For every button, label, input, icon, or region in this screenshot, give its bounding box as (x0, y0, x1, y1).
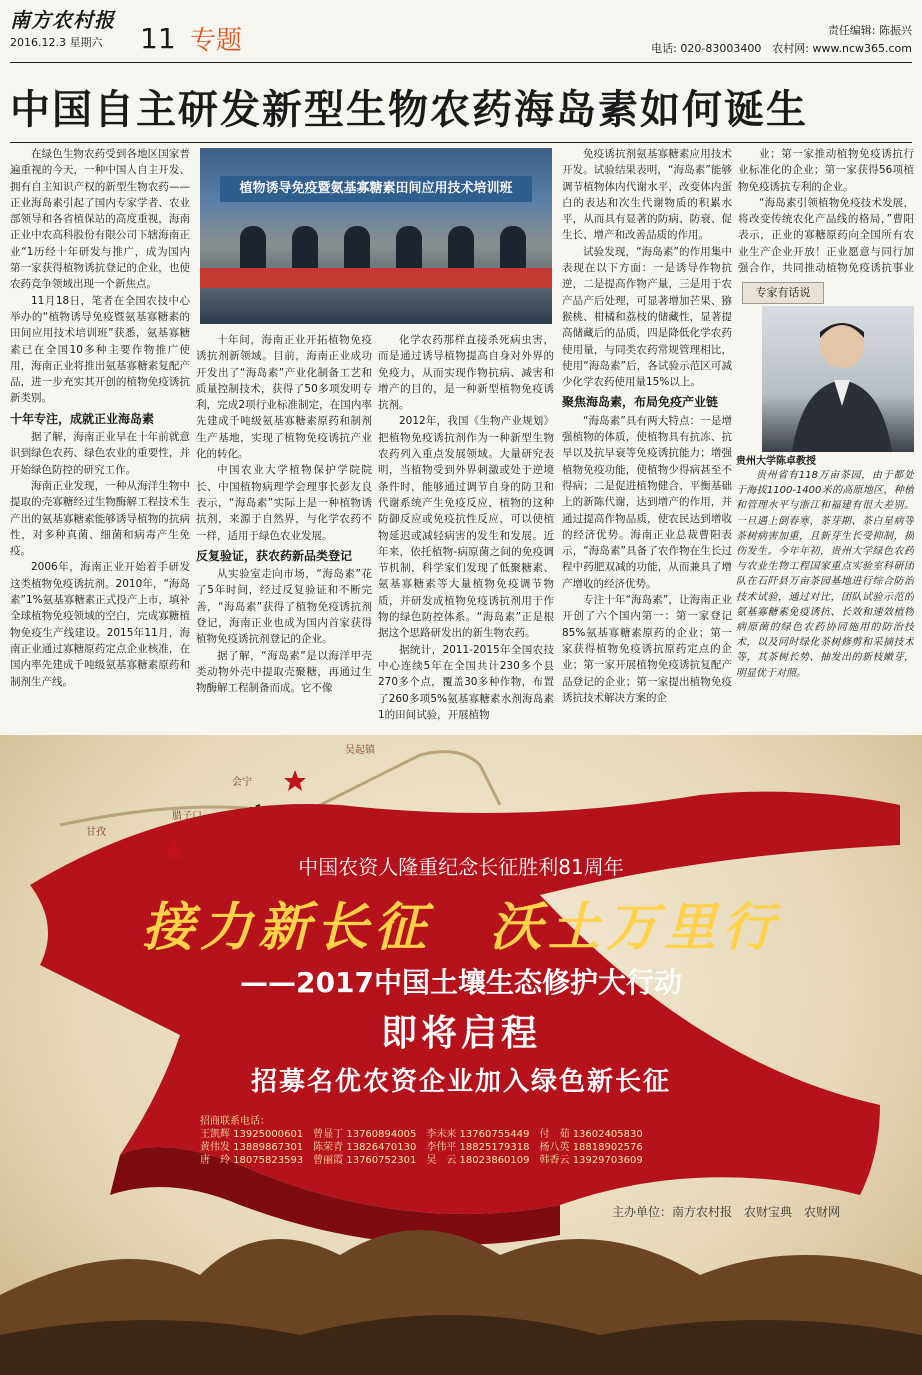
contact-entry: 曾显丁 13760894005 (313, 1129, 417, 1140)
paragraph: 据了解，海南正业早在十年前就意识到绿色农药、绿色农业的重要性，并开始绿色防控的研究工作。 (10, 431, 190, 476)
paragraph: 11月18日，笔者在全国农技中心举办的“植物诱导免疫暨氨基寡糖素的田间应用技术培训班”获悉，氨基寡糖素已在全国10多种主要作物推广使用，海南正业将推出氨基寡糖素复配产品，进一步充实其开创的植物免疫诱抗新类别。 (10, 294, 190, 405)
person-figure (240, 226, 266, 272)
contact-info: 电话: 020-83003400 农村网: www.ncw365.com (651, 42, 912, 55)
paragraph: 海南正业发现，一种从海洋生物中提取的壳寡糖经过生物酶解工程技术生产出的氨基寡糖素能够诱导植物的抗病性，对多种真菌、细菌和病毒产生免疫。 (10, 479, 190, 558)
map-label: 腊子口 (172, 811, 202, 822)
contact-row (200, 1154, 720, 1167)
contact-entry: 杨八英 18818902576 (539, 1142, 643, 1153)
contact-entry: 李未来 13760755449 (426, 1129, 530, 1140)
issue-date: 2016.12.3 星期六 (10, 36, 103, 49)
expert-portrait (762, 306, 914, 452)
expert-figure-icon (762, 306, 914, 452)
paper-name: 南方农村报 (10, 8, 115, 32)
article-column-3 (378, 332, 554, 730)
masthead (0, 0, 922, 60)
paragraph: 从实验室走向市场，“海岛素”花了5年时间，经过反复验证和不断完善，“海岛素”获得了植物免疫诱抗剂登记，海南正业也成为国内首家获得植物免疫诱抗剂登记的企业。 (196, 568, 372, 646)
contact-entry: 李伟平 18825179318 (426, 1142, 530, 1153)
person-figure (344, 226, 370, 272)
page-headline: 中国自主研发新型生物农药海岛素如何诞生 (10, 87, 808, 133)
editor-credit: 责任编辑: 陈振兴 (827, 24, 912, 37)
person-figure (500, 226, 526, 272)
photo-banner: 植物诱导免疫暨氨基寡糖素田间应用技术培训班 (220, 176, 532, 202)
expert-caption: 贵州大学陈卓教授 (736, 456, 816, 467)
contact-entry: 陈荣青 13826470130 (313, 1142, 417, 1153)
contact-entry: 吴 云 18023860109 (426, 1155, 530, 1166)
paragraph: 贵州省有118万亩茶园，由于都处于海拔1100-1400米的高原地区，种植和管理水平与浙江和福建有很大差别。一旦遇上倒春寒，茶芽期、茶白星病等茶树病害加重，且新芽生长受抑制，损伤发生。今年年初，贵州大学绿色农药与农业生物工程国家重点实验室科研团队在石阡县万亩茶园基地进行综合防治技术试验，通过对比，团队试验示范的氨基寡糖素免疫诱抗、长效和速效植物病原菌的绿色农药协同施用的防治技术，以及同时绿化茶树修剪和采摘技术等，其茶树长势、抽发出的新枝嫩芽，明显优于对照。 (736, 470, 914, 679)
subheading: 十年专注，成就正业海岛素 (10, 411, 155, 426)
article-column-2 (196, 332, 372, 730)
contact-entry: 曾丽霞 13760752301 (313, 1155, 417, 1166)
contact-entry: 付 茹 13602405830 (539, 1129, 643, 1140)
masthead-rule (10, 62, 912, 63)
contact-entry: 王凯辉 13925000601 (200, 1129, 304, 1140)
paragraph: 2012年，我国《生物产业规划》把植物免疫诱抗剂作为一种新型生物农药列入重点发展领域。大量研究表明，当植物受到外界刺激或处于逆境条件时，能够通过调节自身的防卫和代谢系统产生免疫反应，植物的这种防御反应或免疫抗性反应，可以使植物延迟或减轻病害的发生和发展。近年来，依托植物-病原菌之间的免疫调节机制，科学家们发现了低聚糖素、氨基寡糖素等大量植物免疫调节物质，并研发成植物免疫诱抗剂用于作物的绿色防控体系。“海岛素”正是根据这个思路研发出的新生物农药。 (378, 415, 554, 640)
map-label: 吴起镇 (345, 745, 375, 756)
paragraph: 中国农业大学植物保护学院院长、中国植物病理学会理事长彭友良表示，“海岛素”实际上是一种植物诱抗剂，来源于自然界，与化学农药不一样，适用于绿色农业发展。 (196, 464, 372, 542)
headline-rule (10, 142, 912, 143)
ad-host-units: 主办单位：南方农村报 农财宝典 农财网 (612, 1205, 841, 1219)
paragraph: 免疫诱抗剂氨基寡糖素应用技术开发。试验结果表明，“海岛素”能够调节植物体内代谢水平，改变体内蛋白的表达和次生代谢物质的积累水平，从而具有显著的防病、防衰、促生长、增产和改善品质的作用。 (562, 148, 732, 242)
training-photo (200, 148, 552, 324)
ad-recruit-text: 招募名优农资企业加入绿色新长征 (250, 1067, 671, 1097)
contact-row (200, 1141, 720, 1154)
article-column-1 (10, 146, 190, 730)
expert-quote (736, 468, 914, 730)
section-name: 专题 (190, 26, 243, 56)
contact-entry: 韩香云 13929703609 (539, 1155, 643, 1166)
paragraph: “海岛素引领植物免疫技术发展，将改变传统农化产品线的格局，”曹阳表示，正业的寡糖原药向全国所有农业生产企业开放！正业愿意与同行加强合作，共同推动植物免疫诱抗事业 (738, 196, 914, 275)
expert-section-tag: 专家有话说 (742, 282, 824, 304)
contact-entry: 黄伟发 13889867301 (200, 1142, 304, 1153)
red-table (200, 268, 552, 288)
ad-contacts (200, 1115, 720, 1167)
paragraph: 化学农药那样直接杀死病虫害，而是通过诱导植物提高自身对外界的免疫力，从而实现作物抗病、减害和增产的目的，是一种新型植物免疫诱抗剂。 (378, 334, 554, 412)
ad-campaign-title: ——2017中国土壤生态修护大行动 (240, 966, 682, 999)
ad-slogan: 接力新长征 沃土万里行 (141, 897, 780, 958)
contact-entry: 唐 玲 18075823593 (200, 1155, 304, 1166)
paragraph: 试验发现，“海岛素”的作用集中表现在以下方面：一是诱导作物抗逆，二是提高作物产量，三是用于农产品产后处理，可显著增加芒果、猕猴桃、柑橘和荔枝的储藏性，显著提高储藏后的品质，四是降低化学农药使用量，与同类农药常规管理相比，使用“海岛素”后，各试验示范区可减少化学农药使用量15%以上。 (562, 245, 732, 389)
article-column-4 (562, 146, 732, 730)
subheading: 聚焦海岛素，布局免疫产业链 (562, 395, 719, 410)
contacts-title: 招商联系电话： (200, 1116, 270, 1127)
person-figure (448, 226, 474, 272)
page-number: 11 (140, 22, 176, 55)
ad-launch-text: 即将启程 (380, 1013, 541, 1054)
ad-commemoration-line: 中国农资人隆重纪念长征胜利81周年 (298, 855, 624, 879)
subheading: 反复验证，获农药新品类登记 (196, 548, 353, 563)
paragraph: 2006年，海南正业开始着手研发这类植物免疫诱抗剂。2010年，“海岛素”1%氨基寡糖素正式投产上市，填补全球植物免疫领域的空白，完成寡糖植物免疫生产线建设。2015年11月，海南正业通过寡糖原药定点企业核准，在国内率先建成千吨级氨基寡糖素原药和制剂生产线。 (10, 561, 190, 688)
paragraph: 据了解，“海岛素”是以海洋甲壳类动物外壳中提取壳聚糖，再通过生物酶解工程制备而成。它不像 (196, 649, 372, 695)
paragraph: 据统计，2011-2015年全国农技中心连续5年在全国共计230多个县270多个点，覆盖30多种作物，布置了260多项5%氨基寡糖素水剂海岛素1的田间试验，开展植物 (378, 643, 554, 721)
paragraph: 业；第一家推动植物免疫诱抗行业标准化的企业；第一家获得56项植物免疫诱抗专利的企业。 (738, 148, 914, 193)
person-figure (292, 226, 318, 272)
map-label: 甘孜 (86, 827, 106, 838)
map-label: 会宁 (232, 777, 252, 788)
paragraph: “海岛素”具有两大特点：一是增强植物的体质，使植物具有抗冻、抗旱以及抗早衰等免疫诱抗能力；增强植物免疫功能，使植物少得病甚至不得病；二是促进植物健合、平衡基础上的新陈代谢，达到增产的作用，并通过提高作物品质，使农民达到增收的经济优势。海南正业总裁曹阳表示，“海岛素”具备了农作物在生长过程中药肥双减的功能，从而兼具了增产增收的经济优势。 (562, 414, 732, 590)
advertisement (0, 735, 922, 1375)
person-figure (396, 226, 422, 272)
article-column-5 (738, 146, 914, 278)
paragraph: 十年间，海南正业开拓植物免疫诱抗剂新领域。目前，海南正业成功开发出了“海岛素”产业化制备工艺和质量控制技术，获得了50多项发明专利，完成2项行业标准制定，在国内率先建成千吨级氨基寡糖素原药和制剂生产基地，实现了植物免疫诱抗产业化的转化。 (196, 334, 372, 461)
paragraph: 专注十年“海岛素”，让海南正业开创了六个国内第一：第一家登记85%氨基寡糖素原药的企业；第一家获得植物免疫诱抗原药定点的企业；第一家开展植物免疫诱抗复配产品登记的企业；第一家提出植物免疫诱抗技术解决方案的企 (562, 594, 732, 704)
paragraph: 在绿色生物农药受到各地区国家普遍重视的今天，一种中国人自主开发、拥有自主知识产权的新型生物农药——正业海岛素引起了国内专家学者、农业部领导和各省植保站的高度重视，海南正业中农高科股份有限公司下辖海南正业“1历经十年研发与推广，成为国内第一家获得植物诱抗登记的企业，也使农药竞争领域出现一个新焦点。 (10, 148, 190, 291)
contact-row (200, 1128, 720, 1141)
